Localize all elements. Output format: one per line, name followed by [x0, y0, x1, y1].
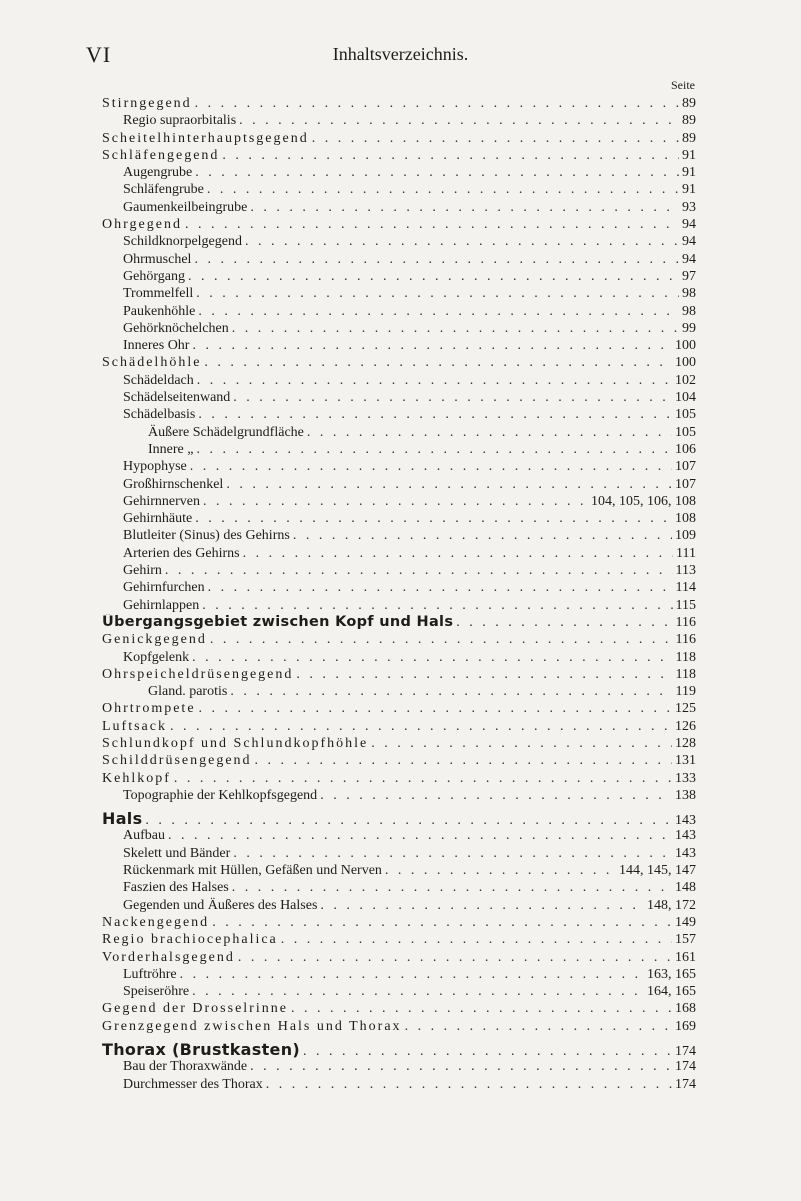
toc-entry-title: Schädelseitenwand — [123, 390, 231, 406]
toc-entry — [102, 233, 696, 250]
toc-entry-title: Gehörknöchelchen — [123, 320, 229, 336]
toc-entry-page: 100 — [675, 338, 696, 354]
toc-entry-title: Ohrmuschel — [123, 251, 192, 267]
table-of-contents — [102, 95, 696, 1093]
toc-entry-title: Stirngegend — [102, 96, 192, 111]
toc-entry-page: 111 — [676, 545, 696, 561]
toc-entry-title: Kopfgelenk — [123, 649, 190, 665]
dot-leader — [195, 164, 679, 181]
dot-leader — [312, 130, 679, 147]
toc-entry-title: Durchmesser des Thorax — [123, 1076, 263, 1092]
dot-leader — [230, 683, 672, 700]
toc-entry-page: 99 — [682, 320, 696, 336]
dot-leader — [194, 251, 679, 268]
dot-leader — [202, 597, 672, 614]
toc-entry-page: 163, 165 — [647, 966, 696, 982]
toc-entry-page: 93 — [682, 199, 696, 215]
toc-entry-page: 118 — [675, 666, 696, 682]
toc-entry-page: 91 — [682, 147, 696, 163]
toc-entry-page: 143 — [675, 813, 696, 828]
toc-entry-title: Schädelhöhle — [102, 355, 202, 371]
toc-entry — [102, 966, 696, 983]
toc-entry-title: Gehirnlappen — [123, 597, 200, 613]
dot-leader — [222, 147, 679, 164]
dot-leader — [250, 1058, 672, 1075]
toc-entry-page: 174 — [675, 1044, 696, 1059]
toc-entry-page: 116 — [675, 614, 696, 630]
toc-entry-page: 125 — [675, 701, 696, 717]
toc-entry-page: 98 — [682, 286, 696, 302]
toc-entry-title: Blutleiter (Sinus) des Gehirns — [123, 528, 290, 544]
toc-entry-title: Trommelfell — [123, 286, 194, 302]
toc-entry-title: Gehirnfurchen — [123, 580, 205, 596]
toc-entry-page: 168 — [675, 1001, 696, 1017]
toc-entry — [102, 931, 696, 948]
toc-entry — [102, 164, 696, 181]
toc-entry-page: 133 — [675, 770, 696, 786]
toc-entry-title: Speiseröhre — [123, 984, 190, 1000]
toc-entry-page: 94 — [682, 251, 696, 267]
toc-entry-page: 89 — [682, 130, 696, 146]
toc-entry — [102, 597, 696, 614]
dot-leader — [192, 983, 644, 1000]
toc-entry — [102, 112, 696, 129]
dot-leader — [232, 879, 672, 896]
dot-leader — [174, 770, 672, 787]
toc-entry-title: Regio supraorbitalis — [123, 113, 237, 129]
toc-entry-page: 91 — [682, 165, 696, 181]
toc-entry — [102, 666, 696, 683]
toc-entry — [102, 147, 696, 164]
toc-entry-title: Übergangsgebiet zwischen Kopf und Hals — [102, 613, 454, 630]
toc-entry-page: 102 — [675, 372, 696, 388]
dot-leader — [233, 389, 672, 406]
toc-entry-title: Schläfengrube — [123, 182, 204, 198]
toc-entry-title: Schildknorpelgegend — [123, 234, 242, 250]
toc-entry-page: 97 — [682, 268, 696, 284]
toc-entry — [102, 845, 696, 862]
dot-leader — [243, 545, 673, 562]
dot-leader — [456, 614, 672, 631]
toc-entry — [102, 406, 696, 423]
dot-leader — [255, 752, 672, 769]
page-column-label: Seite — [671, 78, 695, 92]
toc-entry-title: Großhirnschenkel — [123, 476, 224, 492]
toc-entry — [102, 493, 696, 510]
toc-entry-title: Luftröhre — [123, 966, 177, 982]
dot-leader — [190, 458, 672, 475]
dot-leader — [145, 812, 672, 827]
dot-leader — [185, 216, 679, 233]
toc-entry-page: 105 — [675, 424, 696, 440]
toc-entry — [102, 337, 696, 354]
toc-entry — [102, 1058, 696, 1075]
dot-leader — [291, 1000, 672, 1017]
toc-entry — [102, 827, 696, 844]
toc-entry-title: Gehirnhäute — [123, 511, 193, 527]
toc-entry — [102, 579, 696, 596]
toc-entry-page: 98 — [682, 303, 696, 319]
toc-entry — [102, 251, 696, 268]
toc-entry-title: Inneres Ohr — [123, 338, 190, 354]
dot-leader — [385, 862, 616, 879]
toc-entry-page: 89 — [682, 96, 696, 111]
toc-entry-page: 114 — [675, 580, 696, 596]
toc-entry — [102, 527, 696, 544]
dot-leader — [170, 718, 672, 735]
dot-leader — [204, 354, 672, 371]
toc-entry-title: Schlundkopf und Schlundkopfhöhle — [102, 735, 369, 751]
toc-entry-page: 107 — [675, 459, 696, 475]
toc-entry-page: 104, 105, 106, 108 — [591, 493, 696, 509]
toc-entry-title: Schädeldach — [123, 372, 194, 388]
toc-entry-page: 91 — [682, 182, 696, 198]
toc-entry-title: Arterien des Gehirns — [123, 545, 240, 561]
toc-entry-title: Ohrgegend — [102, 217, 182, 233]
dot-leader — [196, 285, 679, 302]
toc-entry — [102, 735, 696, 752]
toc-entry-title: Luftsack — [102, 718, 167, 734]
toc-entry-title: Augengrube — [123, 165, 193, 181]
toc-entry — [102, 983, 696, 1000]
toc-entry-title: Hals — [102, 810, 143, 828]
toc-entry — [102, 389, 696, 406]
toc-entry-title: Gehirnnerven — [123, 493, 200, 509]
toc-entry-title: Rückenmark mit Hüllen, Gefäßen und Nerven — [123, 863, 382, 879]
toc-entry-page: 94 — [682, 217, 696, 233]
toc-entry-title: Paukenhöhle — [123, 303, 196, 319]
dot-leader — [196, 441, 672, 458]
toc-entry-page: 108 — [675, 511, 696, 527]
toc-entry — [102, 303, 696, 320]
toc-entry-title: Topographie der Kehlkopfsgegend — [123, 787, 318, 803]
toc-entry — [102, 1018, 696, 1035]
toc-entry — [102, 320, 696, 337]
dot-leader — [198, 406, 672, 423]
toc-entry-page: 164, 165 — [647, 984, 696, 1000]
toc-entry-page: 116 — [675, 632, 696, 648]
toc-entry — [102, 949, 696, 966]
toc-entry-page: 169 — [675, 1018, 696, 1034]
toc-entry-page: 138 — [675, 787, 696, 803]
toc-entry-page: 149 — [675, 914, 696, 930]
toc-entry-page: 105 — [675, 407, 696, 423]
toc-entry-title: Hypophyse — [123, 459, 187, 475]
toc-entry-title: Bau der Thoraxwände — [123, 1059, 248, 1075]
toc-entry — [102, 897, 696, 914]
toc-entry — [102, 683, 696, 700]
dot-leader — [168, 827, 672, 844]
toc-entry-title: Äußere Schädelgrundfläche — [148, 424, 304, 440]
dot-leader — [165, 562, 673, 579]
toc-entry-title: Gegend der Drosselrinne — [102, 1001, 288, 1017]
toc-entry — [102, 562, 696, 579]
dot-leader — [195, 510, 672, 527]
toc-entry-page: 119 — [675, 684, 696, 700]
toc-entry-page: 104 — [675, 390, 696, 406]
toc-entry-title: Gaumenkeilbeingrube — [123, 199, 248, 215]
toc-entry — [102, 631, 696, 648]
toc-entry — [102, 458, 696, 475]
toc-entry — [102, 787, 696, 804]
toc-entry-title: Nackengegend — [102, 914, 210, 930]
dot-leader — [239, 112, 679, 129]
toc-entry-title: Aufbau — [123, 828, 165, 844]
dot-leader — [192, 649, 672, 666]
toc-entry-page: 148 — [675, 880, 696, 896]
toc-entry — [102, 424, 696, 441]
page-number: VI — [86, 42, 112, 67]
toc-entry-page: 118 — [675, 649, 696, 665]
toc-entry — [102, 810, 696, 827]
toc-entry — [102, 718, 696, 735]
dot-leader — [210, 631, 673, 648]
toc-entry — [102, 879, 696, 896]
toc-entry — [102, 95, 696, 112]
toc-entry-title: Vorderhalsgegend — [102, 949, 235, 965]
toc-entry-page: 143 — [675, 845, 696, 861]
toc-entry — [102, 181, 696, 198]
toc-entry-title: Innere „ — [148, 441, 194, 457]
dot-leader — [293, 527, 672, 544]
toc-entry-page: 107 — [675, 476, 696, 492]
toc-entry — [102, 614, 696, 631]
dot-leader — [307, 424, 672, 441]
running-title: Inhaltsverzeichnis. — [332, 44, 469, 64]
dot-leader — [371, 735, 672, 752]
dot-leader — [281, 931, 672, 948]
toc-entry-title: Skelett und Bänder — [123, 845, 231, 861]
dot-leader — [238, 949, 672, 966]
dot-leader — [245, 233, 679, 250]
dot-leader — [180, 966, 644, 983]
dot-leader — [250, 199, 679, 216]
toc-entry-page: 174 — [675, 1076, 696, 1092]
toc-entry — [102, 649, 696, 666]
toc-entry — [102, 700, 696, 717]
toc-entry-title: Thorax (Brustkasten) — [102, 1041, 300, 1059]
toc-entry-page: 109 — [675, 528, 696, 544]
dot-leader — [233, 845, 672, 862]
toc-entry — [102, 1076, 696, 1093]
toc-entry-title: Gegenden und Äußeres des Halses — [123, 897, 318, 913]
toc-entry-page: 161 — [675, 949, 696, 965]
toc-entry-page: 115 — [675, 597, 696, 613]
toc-entry — [102, 770, 696, 787]
toc-entry-page: 106 — [675, 441, 696, 457]
toc-entry-title: Scheitelhinterhauptsgegend — [102, 130, 309, 146]
dot-leader — [199, 700, 672, 717]
toc-entry — [102, 441, 696, 458]
toc-entry — [102, 268, 696, 285]
toc-entry — [102, 476, 696, 493]
toc-entry-page: 131 — [675, 753, 696, 769]
toc-entry — [102, 285, 696, 302]
dot-leader — [296, 666, 672, 683]
toc-entry-title: Kehlkopf — [102, 770, 171, 786]
toc-entry-page: 89 — [682, 113, 696, 129]
toc-entry-page: 128 — [675, 735, 696, 751]
toc-entry-page: 100 — [675, 355, 696, 371]
dot-leader — [226, 476, 672, 493]
toc-entry-title: Ohrspeicheldrüsengegend — [102, 666, 294, 682]
toc-entry — [102, 752, 696, 769]
toc-entry — [102, 199, 696, 216]
toc-entry — [102, 1041, 696, 1058]
toc-entry-title: Schädelbasis — [123, 407, 196, 423]
toc-entry-page: 157 — [675, 932, 696, 948]
toc-entry-page: 148, 172 — [647, 897, 696, 913]
toc-entry-page: 113 — [675, 563, 696, 579]
toc-entry-title: Faszien des Halses — [123, 880, 229, 896]
dot-leader — [197, 372, 672, 389]
dot-leader — [198, 303, 679, 320]
toc-entry — [102, 372, 696, 389]
dot-leader — [320, 787, 672, 804]
toc-entry-title: Grenzgegend zwischen Hals und Thorax — [102, 1018, 402, 1034]
toc-entry — [102, 545, 696, 562]
toc-entry-title: Ohrtrompete — [102, 701, 196, 717]
toc-entry — [102, 216, 696, 233]
dot-leader — [208, 579, 673, 596]
toc-entry-page: 126 — [675, 718, 696, 734]
dot-leader — [212, 914, 672, 931]
dot-leader — [266, 1076, 672, 1093]
toc-entry-title: Genickgegend — [102, 632, 207, 648]
toc-entry — [102, 510, 696, 527]
toc-entry — [102, 354, 696, 371]
dot-leader — [195, 95, 679, 112]
toc-entry-title: Gland. parotis — [148, 684, 228, 700]
dot-leader — [192, 337, 672, 354]
toc-entry-page: 94 — [682, 234, 696, 250]
toc-entry-page: 144, 145, 147 — [619, 863, 696, 879]
toc-entry-title: Regio brachiocephalica — [102, 932, 278, 948]
dot-leader — [303, 1043, 672, 1058]
toc-entry-title: Schilddrüsengegend — [102, 753, 252, 769]
toc-entry-title: Gehirn — [123, 563, 162, 579]
toc-entry — [102, 1000, 696, 1017]
toc-entry-title: Schläfengegend — [102, 147, 220, 163]
dot-leader — [207, 181, 679, 198]
toc-entry — [102, 130, 696, 147]
toc-entry — [102, 862, 696, 879]
dot-leader — [232, 320, 679, 337]
toc-entry-page: 174 — [675, 1059, 696, 1075]
dot-leader — [320, 897, 644, 914]
toc-entry-page: 143 — [675, 828, 696, 844]
toc-entry-title: Gehörgang — [123, 268, 185, 284]
dot-leader — [203, 493, 588, 510]
dot-leader — [405, 1018, 672, 1035]
toc-entry — [102, 914, 696, 931]
dot-leader — [188, 268, 679, 285]
